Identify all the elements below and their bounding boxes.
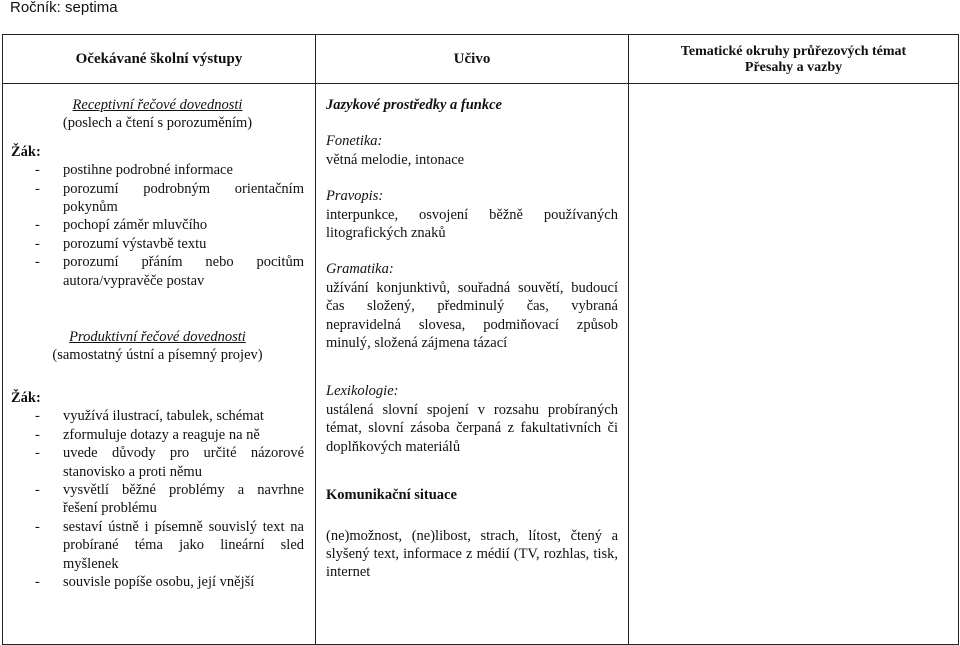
list-item: - vysvětlí běžné problémy a navrhne řešení problému: [11, 481, 304, 518]
outcomes-cell: [3, 84, 316, 645]
productive-list: [11, 407, 304, 591]
communication-text: (ne)možnost, (ne)libost, strach, lítost, čtený a slyšený text, informace z médií (TV, rozhlas, tisk, internet: [326, 527, 618, 581]
curriculum-cell: [316, 84, 629, 645]
curriculum-table: [2, 34, 959, 645]
lexicology-label: Lexikologie:: [326, 383, 399, 400]
themes-cell: [629, 84, 959, 645]
spelling-text: interpunkce, osvojení běžně používaných litografických znaků: [326, 206, 618, 242]
header-curriculum: Učivo: [316, 35, 629, 84]
list-item: - souvisle popíše osobu, její vnější: [11, 573, 304, 591]
spelling-label: Pravopis:: [326, 188, 384, 205]
list-item: - porozumí výstavbě textu: [11, 235, 304, 253]
header-outcomes: Očekávané školní výstupy: [3, 35, 316, 84]
list-item: - využívá ilustrací, tabulek, schémat: [11, 407, 304, 425]
zak-label-1: Žák:: [11, 143, 41, 160]
header-themes: [629, 35, 959, 84]
page-title: Ročník: septima: [10, 0, 118, 16]
list-item: - porozumí podrobným orientačním pokynům: [11, 180, 304, 217]
productive-subheading: (samostatný ústní a písemný projev): [52, 347, 263, 364]
phonetics-label: Fonetika:: [326, 133, 383, 150]
list-item: - sestaví ústně i písemně souvislý text na probírané téma jako lineární sled myšlenek: [11, 518, 304, 573]
table-header-row: [3, 35, 959, 84]
header-themes-line2: Přesahy a vazby: [744, 60, 843, 75]
list-item: - pochopí záměr mluvčího: [11, 216, 304, 234]
list-item: - postihne podrobné informace: [11, 161, 304, 179]
productive-heading: Produktivní řečové dovednosti: [69, 329, 246, 346]
phonetics-text: větná melodie, intonace: [326, 151, 465, 168]
receptive-list: [11, 161, 304, 290]
header-themes-line1: Tematické okruhy průřezových témat: [680, 44, 907, 59]
receptive-heading: Receptivní řečové dovednosti: [72, 97, 243, 113]
table-body-row: [3, 84, 959, 645]
language-means-heading: Jazykové prostředky a funkce: [326, 97, 502, 113]
list-item: - zformuluje dotazy a reaguje na ně: [11, 426, 304, 444]
receptive-subheading: (poslech a čtení s porozuměním): [62, 115, 253, 132]
grammar-label: Gramatika:: [326, 261, 394, 278]
lexicology-text: ustálená slovní spojení v rozsahu probíraných témat, slovní zásoba čerpaná z fakultativních či doplňkových materiálů: [326, 401, 618, 455]
communication-heading: Komunikační situace: [326, 487, 457, 504]
zak-label-2: Žák:: [11, 389, 41, 406]
list-item: - porozumí přáním nebo pocitům autora/vypravěče postav: [11, 253, 304, 290]
grammar-text: užívání konjunktivů, souřadná souvětí, budoucí čas složený, předminulý čas, vybraná nepravidelná slovesa, podmiňovací způsob minulý, složená zájmena tázací: [326, 279, 618, 352]
list-item: - uvede důvody pro určité názorové stanovisko a proti němu: [11, 444, 304, 481]
